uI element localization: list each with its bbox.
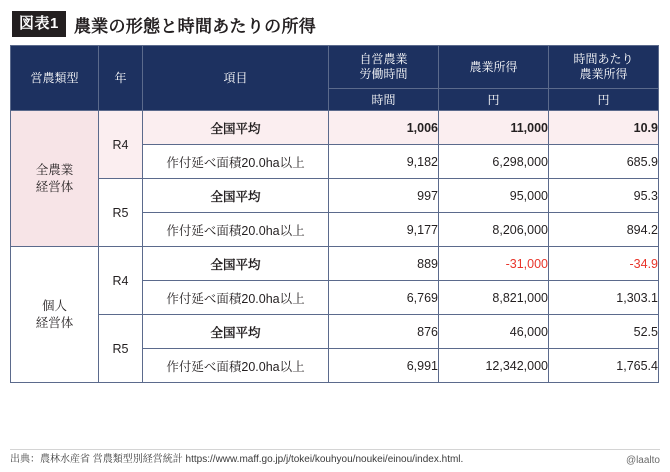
item-cell: 作付延べ面積20.0ha以上 (143, 281, 329, 315)
income-cell: 8,821,000 (439, 281, 549, 315)
category-label-line1: 全農業 (35, 162, 74, 177)
column-header-hours (329, 46, 439, 89)
income-per-hour-cell: 1,765.4 (549, 349, 659, 383)
column-header-hours-line1: 自営農業 (359, 52, 408, 66)
item-cell: 作付延べ面積20.0ha以上 (143, 145, 329, 179)
year-cell-r4: R4 (99, 247, 143, 315)
table-row (11, 111, 659, 145)
income-cell: 11,000 (439, 111, 549, 145)
column-header-income-per-hour-line1: 時間あたり (573, 52, 634, 66)
column-header-income-per-hour-line2: 農業所得 (579, 67, 628, 81)
item-cell: 作付延べ面積20.0ha以上 (143, 349, 329, 383)
footer (10, 453, 660, 466)
source-note: 出典：農林水産省 営農類型別経営統計 https://www.maff.go.jp/j/tokei/kouhyou/noukei/einou/index.html. (10, 454, 464, 465)
column-header-hours-line2: 労働時間 (359, 67, 408, 81)
figure-title (12, 10, 660, 38)
column-header-year: 年 (99, 46, 143, 111)
hours-cell: 889 (329, 247, 439, 281)
column-header-income: 農業所得 (439, 46, 549, 89)
item-cell: 作付延べ面積20.0ha以上 (143, 213, 329, 247)
category-cell-0 (11, 111, 99, 247)
income-cell: 95,000 (439, 179, 549, 213)
hours-cell: 997 (329, 179, 439, 213)
income-per-hour-cell: 95.3 (549, 179, 659, 213)
item-cell: 全国平均 (143, 111, 329, 145)
page-title: 農業の形態と時間あたりの所得 (73, 16, 317, 36)
item-cell: 全国平均 (143, 179, 329, 213)
hours-cell: 9,177 (329, 213, 439, 247)
table-row (11, 247, 659, 281)
year-cell-r5: R5 (99, 179, 143, 247)
income-cell: 46,000 (439, 315, 549, 349)
category-cell-1 (11, 247, 99, 383)
unit-header-income-per-hour: 円 (549, 89, 659, 111)
income-per-hour-cell: 894.2 (549, 213, 659, 247)
credit-label: @laalto (625, 455, 660, 466)
table-row (11, 315, 659, 349)
unit-header-hours: 時間 (329, 89, 439, 111)
hours-cell: 6,991 (329, 349, 439, 383)
column-header-category: 営農類型 (11, 46, 99, 111)
income-per-hour-cell: 52.5 (549, 315, 659, 349)
table-body (11, 111, 659, 383)
hours-cell: 6,769 (329, 281, 439, 315)
income-cell: 12,342,000 (439, 349, 549, 383)
income-cell: -31,000 (439, 247, 549, 281)
hours-cell: 9,182 (329, 145, 439, 179)
data-table (10, 45, 659, 383)
year-cell-r4: R4 (99, 111, 143, 179)
category-label-line2: 経営体 (35, 315, 74, 330)
income-cell: 8,206,000 (439, 213, 549, 247)
item-cell: 全国平均 (143, 247, 329, 281)
table-row (11, 179, 659, 213)
income-per-hour-cell: 1,303.1 (549, 281, 659, 315)
category-label-line1: 個人 (41, 298, 67, 313)
income-per-hour-cell: 685.9 (549, 145, 659, 179)
unit-header-income: 円 (439, 89, 549, 111)
item-cell: 全国平均 (143, 315, 329, 349)
footer-divider (10, 449, 660, 450)
income-per-hour-cell: -34.9 (549, 247, 659, 281)
column-header-income-per-hour (549, 46, 659, 89)
income-per-hour-cell: 10.9 (549, 111, 659, 145)
income-cell: 6,298,000 (439, 145, 549, 179)
hours-cell: 876 (329, 315, 439, 349)
category-label-line2: 経営体 (35, 179, 74, 194)
column-header-item: 項目 (143, 46, 329, 111)
table-header-row-1 (11, 46, 659, 89)
table-header (11, 46, 659, 111)
hours-cell: 1,006 (329, 111, 439, 145)
year-cell-r5: R5 (99, 315, 143, 383)
figure-number-badge: 図表1 (12, 11, 66, 37)
